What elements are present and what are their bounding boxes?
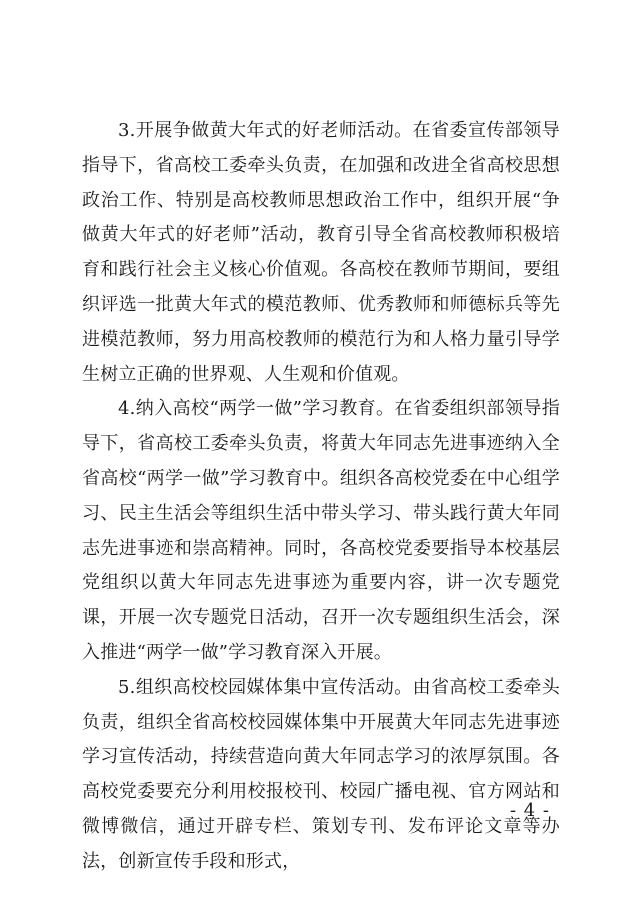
paragraph-item-5: 5.组织高校校园媒体集中宣传活动。由省高校工委牵头负责，组织全省高校校园媒体集中开展黄大年同志先进事迹学习宣传活动，持续营造向黄大年同志学习的浓厚氛围。各高校党委要充分利用校报校刊、校园广播电视、官方网站和微博微信，通过开辟专栏、策划专刊、发布评论文章等办法，创新宣传手段和形式， xyxy=(82,676,560,872)
page-number: - 4 - xyxy=(509,800,550,821)
paragraph-item-3: 3.开展争做黄大年式的好老师活动。在省委宣传部领导指导下，省高校工委牵头负责，在加强和改进全省高校思想政治工作、特别是高校教师思想政治工作中，组织开展“争做黄大年式的好老师”活动，教育引导全省高校教师积极培育和践行社会主义核心价值观。各高校在教师节期间，要组织评选一批黄大年式的模范教师、优秀教师和师德标兵等先进模范教师，努力用高校教师的模范行为和人格力量引导学生树立正确的世界观、人生观和价值观。 xyxy=(82,120,560,385)
paragraph-item-4: 4.纳入高校“两学一做”学习教育。在省委组织部领导指导下，省高校工委牵头负责，将黄大年同志先进事迹纳入全省高校“两学一做”学习教育中。组织各高校党委在中心组学习、民主生活会等组织生活中带头学习、带头践行黄大年同志先进事迹和崇高精神。同时，各高校党委要指导本校基层党组织以黄大年同志先进事迹为重要内容，讲一次专题党课，开展一次专题党日活动，召开一次专题组织生活会，深入推进“两学一做”学习教育深入开展。 xyxy=(82,398,560,663)
document-body xyxy=(82,114,560,880)
